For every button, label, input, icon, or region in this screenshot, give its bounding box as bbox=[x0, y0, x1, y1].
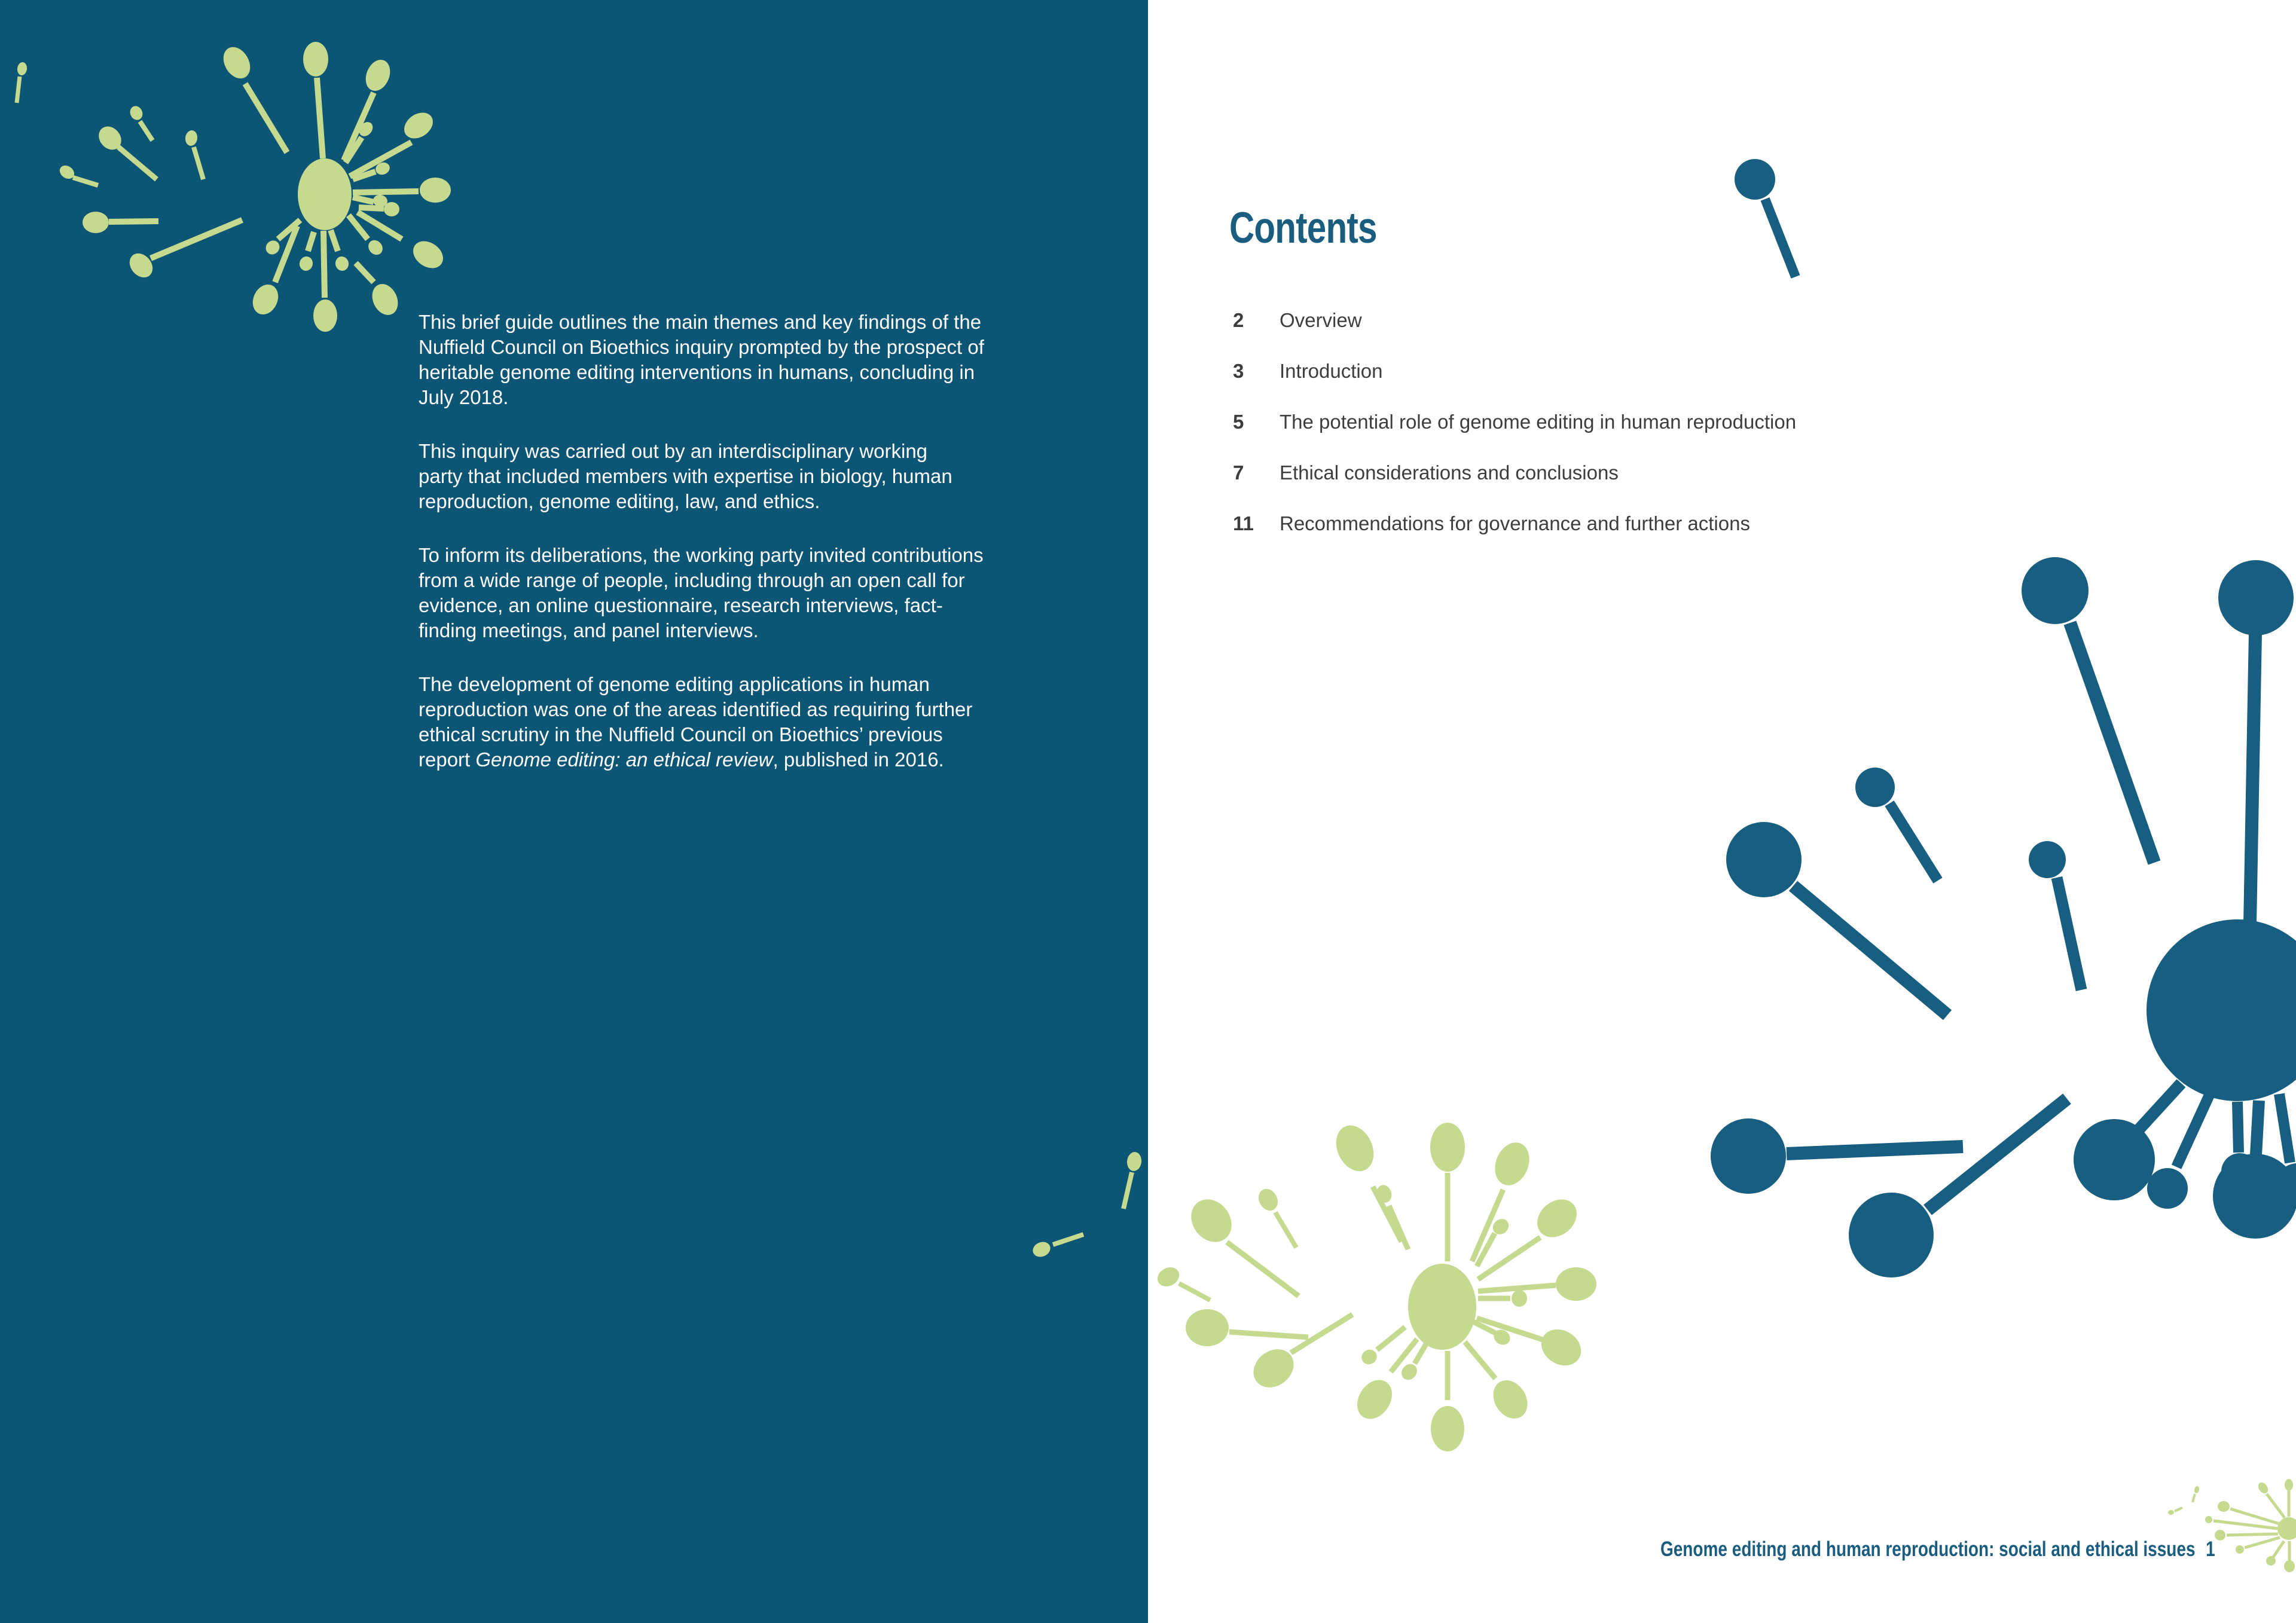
intro-paragraph bbox=[419, 672, 1070, 772]
toc-label: Introduction bbox=[1280, 360, 1383, 382]
report-ref-suffix: , published in 2016. bbox=[773, 748, 944, 771]
toc-page-number: 2 bbox=[1233, 309, 1244, 331]
running-footer bbox=[1660, 1538, 2215, 1561]
report-title: Genome editing: an ethical review bbox=[475, 748, 773, 771]
intro-paragraph: This inquiry was carried out by an interdisciplinary working party that included members with expertise in biology, human reproduction, genome editing, law, and ethics. bbox=[419, 440, 952, 512]
footer-title: Genome editing and human reproduction: social and ethical issues bbox=[1660, 1538, 2196, 1561]
page-title: Contents bbox=[1229, 204, 1377, 252]
intro-paragraph: This brief guide outlines the main themes and key findings of the Nuffield Council on Bioethics inquiry prompted by the prospect of heritable genome editing interventions in humans, concluding in July 2018. bbox=[419, 311, 984, 408]
footer-page-number: 1 bbox=[2206, 1538, 2215, 1561]
toc-row bbox=[1233, 412, 2010, 432]
intro-text bbox=[419, 310, 1070, 801]
intro-paragraph: To inform its deliberations, the working party invited contributions from a wide range of people, including through an open call for evidence, an online questionnaire, research interviews, fact- finding meetings, and panel interviews. bbox=[419, 544, 984, 641]
toc-page-number: 5 bbox=[1233, 411, 1244, 433]
toc-label: Ethical considerations and conclusions bbox=[1280, 461, 1619, 484]
toc-page-number: 7 bbox=[1233, 461, 1244, 484]
toc-row bbox=[1233, 361, 2010, 381]
toc-row bbox=[1233, 310, 2010, 330]
toc-row bbox=[1233, 514, 2010, 533]
table-of-contents bbox=[1233, 310, 2010, 564]
toc-label: Overview bbox=[1280, 309, 1362, 331]
intro-paragraph-lines: The development of genome editing applications in human reproduction was one of the areas identified as requiring further ethical scrutiny in the Nuffield Council on Bioethics’ previous bbox=[419, 673, 973, 745]
toc-label: The potential role of genome editing in human reproduction bbox=[1280, 411, 1797, 433]
toc-row bbox=[1233, 463, 2010, 482]
toc-page-number: 11 bbox=[1233, 512, 1254, 534]
toc-page-number: 3 bbox=[1233, 360, 1244, 382]
toc-label: Recommendations for governance and further actions bbox=[1280, 512, 1750, 534]
report-ref-prefix: report bbox=[419, 748, 476, 771]
